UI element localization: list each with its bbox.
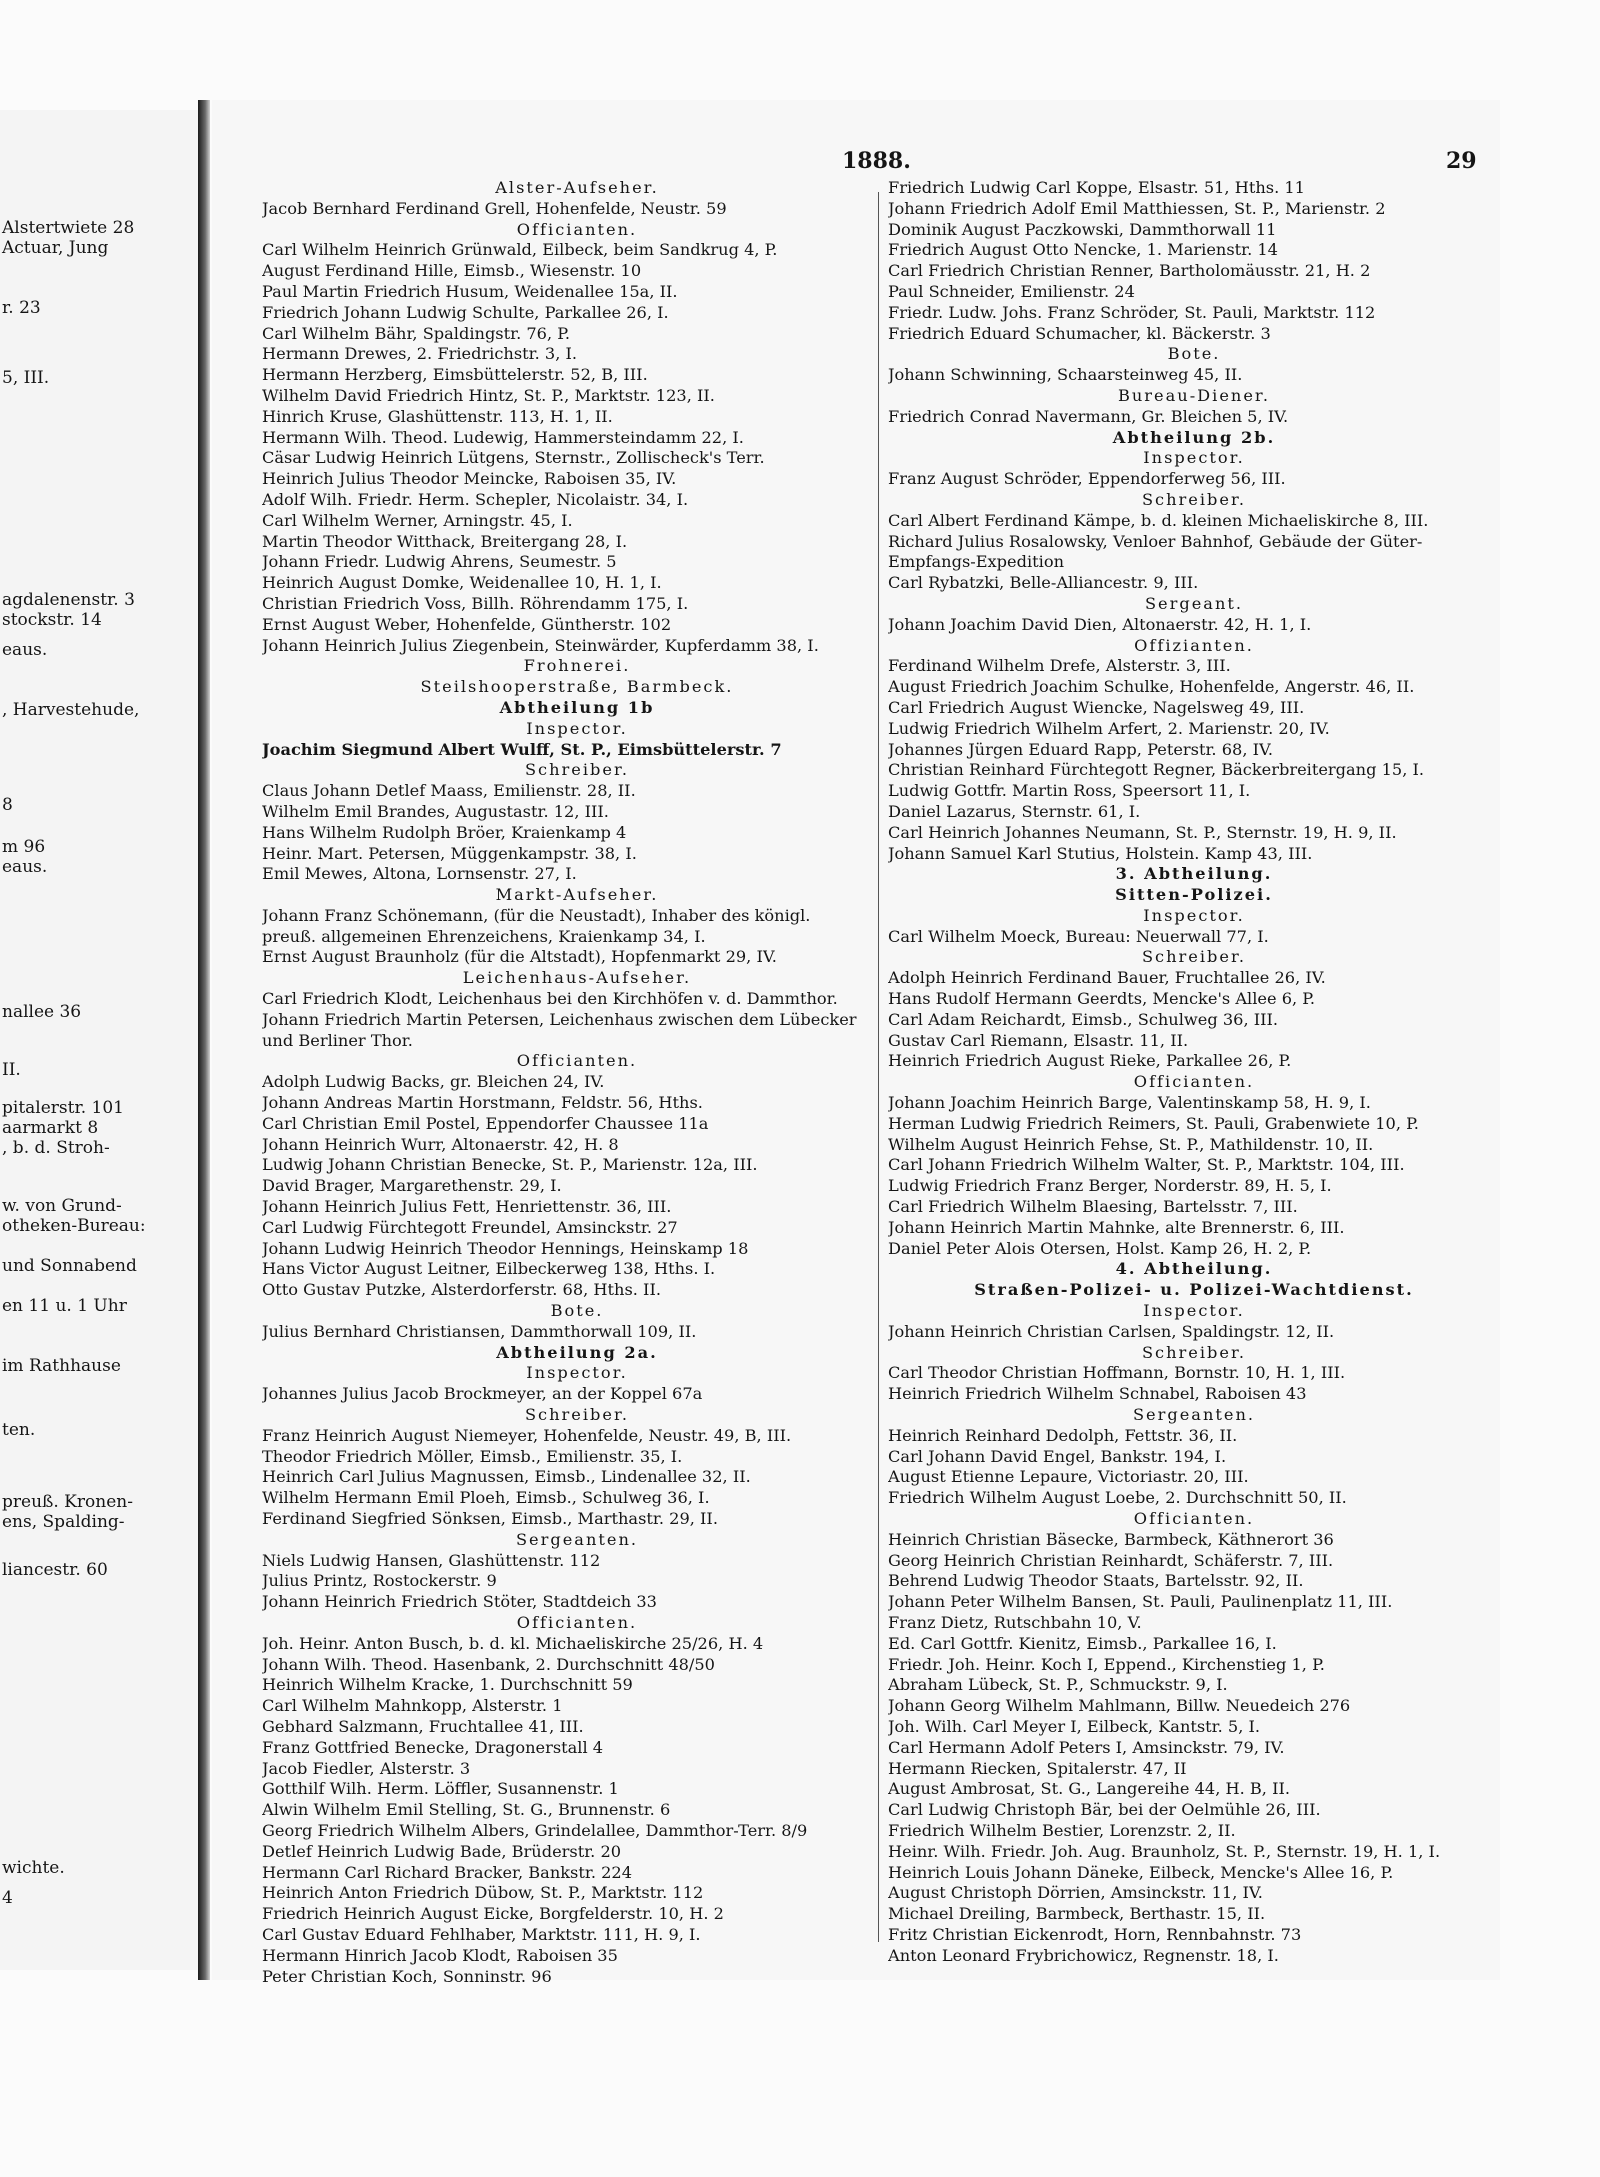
directory-entry: Johann Samuel Karl Stutius, Holstein. Kamp 43, III. bbox=[888, 843, 1313, 863]
left-page-text: nallee 36 bbox=[2, 1002, 82, 1022]
directory-entry: Alwin Wilhelm Emil Stelling, St. G., Brunnenstr. 6 bbox=[262, 1800, 671, 1820]
section-heading: Schreiber. bbox=[1141, 947, 1247, 967]
section-heading: Officianten. bbox=[1133, 1509, 1255, 1528]
directory-entry: Ludwig Friedrich Wilhelm Arfert, 2. Marienstr. 20, IV. bbox=[888, 718, 1330, 738]
directory-entry: Carl Friedrich August Wiencke, Nagelsweg 49, III. bbox=[888, 697, 1305, 717]
section-heading: Markt-Aufseher. bbox=[495, 885, 659, 905]
directory-entry: Ferdinand Siegfried Sönksen, Eimsb., Marthastr. 29, II. bbox=[262, 1509, 718, 1528]
directory-entry: Heinrich Friedrich August Rieke, Parkallee 26, P. bbox=[888, 1051, 1292, 1071]
directory-entry: Hans Wilhelm Rudolph Bröer, Kraienkamp 4 bbox=[262, 822, 627, 842]
directory-entry: Martin Theodor Witthack, Breitergang 28, I. bbox=[262, 531, 628, 551]
directory-entry: Heinrich Christian Bäsecke, Barmbeck, Käthnerort 36 bbox=[888, 1529, 1334, 1549]
directory-entry: Emil Mewes, Altona, Lornsenstr. 27, I. bbox=[262, 864, 577, 884]
directory-entry: Theodor Friedrich Möller, Eimsb., Emilienstr. 35, I. bbox=[262, 1446, 683, 1466]
left-page-text: , b. d. Stroh- bbox=[2, 1138, 110, 1158]
directory-entry: Adolph Ludwig Backs, gr. Bleichen 24, IV. bbox=[262, 1072, 605, 1092]
left-page-text: otheken-Bureau: bbox=[2, 1216, 146, 1236]
directory-entry: Johannes Julius Jacob Brockmeyer, an der Koppel 67a bbox=[262, 1384, 703, 1404]
directory-entry: Heinrich Friedrich Wilhelm Schnabel, Raboisen 43 bbox=[888, 1384, 1307, 1404]
directory-entry: Heinrich August Domke, Weidenallee 10, H. 1, I. bbox=[262, 573, 662, 593]
directory-entry: Carl Wilhelm Mahnkopp, Alsterstr. 1 bbox=[262, 1696, 563, 1716]
directory-entry: Heinr. Mart. Petersen, Müggenkampstr. 38, I. bbox=[262, 843, 637, 863]
left-page-text: stockstr. 14 bbox=[2, 610, 102, 630]
directory-entry: Gebhard Salzmann, Fruchtallee 41, III. bbox=[262, 1716, 584, 1736]
directory-entry: Friedrich Eduard Schumacher, kl. Bäckerstr. 3 bbox=[888, 323, 1271, 343]
section-heading: Frohnerei. bbox=[523, 656, 631, 676]
directory-entry: Claus Johann Detlef Maass, Emilienstr. 28, II. bbox=[262, 781, 636, 801]
directory-entry: Adolph Heinrich Ferdinand Bauer, Fruchtallee 26, IV. bbox=[888, 968, 1326, 988]
directory-entry: Carl Wilhelm Heinrich Grünwald, Eilbeck, beim Sandkrug 4, P. bbox=[262, 240, 778, 260]
directory-entry: Johann Andreas Martin Horstmann, Feldstr. 56, Hths. bbox=[262, 1093, 703, 1113]
directory-entry: Franz August Schröder, Eppendorferweg 56, III. bbox=[888, 469, 1286, 489]
directory-entry: Herman Ludwig Friedrich Reimers, St. Pauli, Grabenwiete 10, P. bbox=[888, 1113, 1419, 1133]
section-heading: Officianten. bbox=[516, 1612, 638, 1632]
left-page-text: eaus. bbox=[2, 857, 48, 877]
left-page-text: Actuar, Jung bbox=[2, 238, 109, 258]
left-page-text: ten. bbox=[2, 1420, 36, 1440]
directory-entry: Friedrich Wilhelm Bestier, Lorenzstr. 2, II. bbox=[888, 1820, 1236, 1840]
directory-entry: Heinrich Carl Julius Magnussen, Eimsb., Lindenallee 32, II. bbox=[262, 1467, 751, 1487]
directory-entry: Christian Reinhard Fürchtegott Regner, Bäckerbreitergang 15, I. bbox=[888, 760, 1425, 780]
directory-entry: Behrend Ludwig Theodor Staats, Bartelsstr. 92, II. bbox=[888, 1571, 1304, 1591]
directory-entry: Johann Peter Wilhelm Bansen, St. Pauli, Paulinenplatz 11, III. bbox=[888, 1592, 1393, 1612]
directory-entry: Ferdinand Wilhelm Drefe, Alsterstr. 3, III. bbox=[888, 656, 1231, 676]
directory-entry: Joachim Siegmund Albert Wulff, St. P., Eimsbüttelerstr. 7 bbox=[262, 739, 782, 759]
department-heading: Abtheilung 1b bbox=[499, 697, 655, 717]
directory-entry: Johann Heinrich Julius Ziegenbein, Steinwärder, Kupferdamm 38, I. bbox=[262, 635, 819, 655]
directory-entry: Johann Joachim Heinrich Barge, Valentinskamp 58, H. 9, I. bbox=[888, 1093, 1371, 1113]
department-heading: Straßen-Polizei- u. Polizei-Wachtdienst. bbox=[974, 1280, 1414, 1300]
left-page-text: , Harvestehude, bbox=[2, 700, 140, 720]
section-heading: Inspector. bbox=[1143, 905, 1245, 925]
directory-entry: Carl Johann Friedrich Wilhelm Walter, St. P., Marktstr. 104, III. bbox=[888, 1155, 1405, 1175]
directory-entry: Carl Johann David Engel, Bankstr. 194, I. bbox=[888, 1446, 1227, 1466]
left-page-text: 5, III. bbox=[2, 368, 50, 388]
directory-entry: Friedr. Joh. Heinr. Koch I, Eppend., Kirchenstieg 1, P. bbox=[888, 1654, 1325, 1674]
directory-entry: Wilhelm Hermann Emil Ploeh, Eimsb., Schulweg 36, I. bbox=[262, 1488, 710, 1508]
directory-entry: Ernst August Braunholz (für die Altstadt), Hopfenmarkt 29, IV. bbox=[262, 947, 777, 967]
directory-entry: Friedrich Ludwig Carl Koppe, Elsastr. 51, Hths. 11 bbox=[888, 178, 1305, 197]
directory-entry: Carl Friedrich Wilhelm Blaesing, Bartelsstr. 7, III. bbox=[888, 1197, 1298, 1217]
directory-entry: Hans Victor August Leitner, Eilbeckerweg 138, Hths. I. bbox=[262, 1259, 716, 1279]
directory-entry: Heinrich Louis Johann Däneke, Eilbeck, Mencke's Allee 16, P. bbox=[888, 1862, 1394, 1882]
directory-entry: Abraham Lübeck, St. P., Schmuckstr. 9, I. bbox=[888, 1675, 1228, 1695]
directory-entry: und Berliner Thor. bbox=[262, 1030, 413, 1050]
directory-entry: August Ferdinand Hille, Eimsb., Wiesenstr. 10 bbox=[262, 261, 642, 281]
directory-entry: Joh. Heinr. Anton Busch, b. d. kl. Michaeliskirche 25/26, H. 4 bbox=[262, 1633, 764, 1653]
column-left bbox=[262, 178, 892, 1987]
directory-entry: Daniel Peter Alois Otersen, Holst. Kamp 26, H. 2, P. bbox=[888, 1238, 1312, 1258]
department-heading: Abtheilung 2b. bbox=[1112, 427, 1276, 447]
directory-entry: Johann Georg Wilhelm Mahlmann, Billw. Neuedeich 276 bbox=[888, 1696, 1351, 1716]
directory-entry: Heinrich Julius Theodor Meincke, Raboisen 35, IV. bbox=[262, 469, 677, 489]
directory-entry: Carl Ludwig Christoph Bär, bei der Oelmühle 26, III. bbox=[888, 1800, 1321, 1820]
directory-entry: Franz Gottfried Benecke, Dragonerstall 4 bbox=[262, 1737, 604, 1757]
directory-entry: Johann Friedr. Ludwig Ahrens, Seumestr. 5 bbox=[262, 552, 617, 572]
left-page-fragment bbox=[0, 110, 198, 1970]
directory-entry: Friedrich Heinrich August Eicke, Borgfelderstr. 10, H. 2 bbox=[262, 1904, 724, 1924]
directory-entry: Carl Ludwig Fürchtegott Freundel, Amsinckstr. 27 bbox=[262, 1217, 678, 1237]
section-heading: Bureau-Diener. bbox=[1117, 385, 1271, 405]
directory-entry: Johann Franz Schönemann, (für die Neustadt), Inhaber des königl. bbox=[262, 905, 811, 925]
left-page-text: agdalenenstr. 3 bbox=[2, 590, 135, 610]
section-heading: Leichenhaus-Aufseher. bbox=[462, 968, 692, 988]
section-heading: Sergeanten. bbox=[1132, 1405, 1256, 1425]
directory-entry: Hermann Drewes, 2. Friedrichstr. 3, I. bbox=[262, 344, 578, 364]
directory-entry: Hermann Wilh. Theod. Ludewig, Hammersteindamm 22, I. bbox=[262, 427, 744, 447]
section-heading: Inspector. bbox=[1143, 448, 1245, 468]
directory-entry: Hermann Hinrich Jacob Klodt, Raboisen 35 bbox=[262, 1945, 618, 1965]
directory-entry: Daniel Lazarus, Sternstr. 61, I. bbox=[888, 801, 1141, 821]
left-page-text: r. 23 bbox=[2, 298, 41, 318]
directory-entry: Joh. Wilh. Carl Meyer I, Eilbeck, Kantstr. 5, I. bbox=[888, 1716, 1261, 1736]
directory-entry: August Christoph Dörrien, Amsinckstr. 11, IV. bbox=[888, 1883, 1263, 1903]
directory-entry: Michael Dreiling, Barmbeck, Berthastr. 15, II. bbox=[888, 1904, 1266, 1924]
directory-entry: Adolf Wilh. Friedr. Herm. Schepler, Nicolaistr. 34, I. bbox=[262, 489, 689, 509]
directory-entry: Friedr. Ludw. Johs. Franz Schröder, St. Pauli, Marktstr. 112 bbox=[888, 302, 1376, 322]
directory-entry: Ludwig Gottfr. Martin Ross, Speersort 11, I. bbox=[888, 781, 1251, 801]
directory-entry: Johann Wilh. Theod. Hasenbank, 2. Durchschnitt 48/50 bbox=[262, 1654, 715, 1674]
section-heading: Alster-Aufseher. bbox=[495, 178, 659, 197]
directory-entry: Gotthilf Wilh. Herm. Löffler, Susannenstr. 1 bbox=[262, 1779, 619, 1799]
directory-entry: Otto Gustav Putzke, Alsterdorferstr. 68, Hths. II. bbox=[262, 1280, 661, 1300]
directory-entry: Peter Christian Koch, Sonninstr. 96 bbox=[262, 1966, 552, 1986]
directory-entry: Carl Friedrich Klodt, Leichenhaus bei den Kirchhöfen v. d. Dammthor. bbox=[262, 989, 838, 1009]
left-page-text: pitalerstr. 101 bbox=[2, 1098, 124, 1118]
directory-entry: Julius Bernhard Christiansen, Dammthorwall 109, II. bbox=[262, 1321, 697, 1341]
directory-entry: Empfangs-Expedition bbox=[888, 552, 1065, 572]
directory-entry: Johann Heinrich Friedrich Stöter, Stadtdeich 33 bbox=[262, 1592, 657, 1612]
directory-entry: Paul Schneider, Emilienstr. 24 bbox=[888, 281, 1135, 301]
directory-entry: Fritz Christian Eickenrodt, Horn, Rennbahnstr. 73 bbox=[888, 1924, 1302, 1944]
section-heading: Officianten. bbox=[1133, 1072, 1255, 1092]
directory-entry: Julius Printz, Rostockerstr. 9 bbox=[262, 1571, 497, 1591]
directory-entry: Johann Heinrich Julius Fett, Henriettenstr. 36, III. bbox=[262, 1197, 672, 1217]
directory-entry: David Brager, Margarethenstr. 29, I. bbox=[262, 1176, 562, 1196]
left-page-text: wichte. bbox=[2, 1858, 65, 1878]
left-page-text: preuß. Kronen- bbox=[2, 1492, 133, 1512]
directory-entry: Johann Ludwig Heinrich Theodor Hennings, Heinskamp 18 bbox=[262, 1238, 749, 1258]
directory-entry: Heinr. Wilh. Friedr. Joh. Aug. Braunholz, St. P., Sternstr. 19, H. 1, I. bbox=[888, 1841, 1441, 1861]
directory-entry: Heinrich Anton Friedrich Dübow, St. P., Marktstr. 112 bbox=[262, 1883, 704, 1903]
directory-entry: Georg Friedrich Wilhelm Albers, Grindelallee, Dammthor-Terr. 8/9 bbox=[262, 1820, 808, 1840]
left-page-text: m 96 bbox=[2, 837, 46, 857]
left-page-text: II. bbox=[2, 1060, 21, 1080]
directory-entry: Franz Dietz, Rutschbahn 10, V. bbox=[888, 1612, 1142, 1632]
directory-entry: Ernst August Weber, Hohenfelde, Güntherstr. 102 bbox=[262, 614, 672, 634]
directory-entry: Hans Rudolf Hermann Geerdts, Mencke's Allee 6, P. bbox=[888, 989, 1316, 1009]
section-heading: Schreiber. bbox=[524, 760, 630, 780]
directory-entry: August Etienne Lepaure, Victoriastr. 20, III. bbox=[888, 1467, 1249, 1487]
directory-entry: Carl Theodor Christian Hoffmann, Bornstr. 10, H. 1, III. bbox=[888, 1363, 1346, 1383]
section-heading: Schreiber. bbox=[1141, 489, 1247, 509]
left-page-text: 4 bbox=[2, 1888, 13, 1908]
directory-entry: Johann Schwinning, Schaarsteinweg 45, II. bbox=[888, 365, 1243, 385]
left-page-text: 8 bbox=[2, 795, 13, 815]
directory-entry: Carl Wilhelm Moeck, Bureau: Neuerwall 77, I. bbox=[888, 926, 1269, 946]
left-page-text: w. von Grund- bbox=[2, 1196, 122, 1216]
directory-entry: Franz Heinrich August Niemeyer, Hohenfelde, Neustr. 49, B, III. bbox=[262, 1425, 792, 1445]
section-heading: Officianten. bbox=[516, 1051, 638, 1071]
directory-entry: Dominik August Paczkowski, Dammthorwall 11 bbox=[888, 219, 1277, 239]
book-spine bbox=[198, 100, 210, 1980]
department-heading: Sitten-Polizei. bbox=[1115, 885, 1273, 905]
left-page-text: eaus. bbox=[2, 640, 48, 660]
left-page-text: und Sonnabend bbox=[2, 1256, 137, 1276]
directory-entry: Jacob Bernhard Ferdinand Grell, Hohenfelde, Neustr. 59 bbox=[262, 198, 727, 218]
directory-entry: Friedrich Johann Ludwig Schulte, Parkallee 26, I. bbox=[262, 302, 669, 322]
left-page-text: en 11 u. 1 Uhr bbox=[2, 1296, 127, 1316]
directory-entry: Christian Friedrich Voss, Billh. Röhrendamm 175, I. bbox=[262, 593, 689, 613]
directory-entry: Hermann Carl Richard Bracker, Bankstr. 224 bbox=[262, 1862, 633, 1882]
directory-entry: Gustav Carl Riemann, Elsastr. 11, II. bbox=[888, 1030, 1189, 1050]
directory-entry: Carl Friedrich Christian Renner, Bartholomäusstr. 21, H. 2 bbox=[888, 261, 1371, 281]
column-divider bbox=[878, 192, 879, 1942]
directory-entry: Johann Friedrich Martin Petersen, Leichenhaus zwischen dem Lübecker bbox=[262, 1009, 857, 1029]
directory-entry: Heinrich Reinhard Dedolph, Fettstr. 36, II. bbox=[888, 1425, 1238, 1445]
section-heading: Schreiber. bbox=[1141, 1342, 1247, 1362]
department-heading: 3. Abtheilung. bbox=[1115, 864, 1273, 884]
directory-entry: Wilhelm Emil Brandes, Augustastr. 12, III. bbox=[262, 801, 609, 821]
address-line: Steilshooperstraße, Barmbeck. bbox=[420, 677, 734, 697]
left-page-text: im Rathhause bbox=[2, 1356, 121, 1376]
section-heading: Inspector. bbox=[1143, 1301, 1245, 1321]
directory-entry: Hermann Herzberg, Eimsbüttelerstr. 52, B, III. bbox=[262, 365, 648, 385]
directory-entry: Johannes Jürgen Eduard Rapp, Peterstr. 68, IV. bbox=[888, 739, 1274, 759]
header-year: 1888. bbox=[842, 148, 911, 174]
directory-entry: Heinrich Wilhelm Kracke, 1. Durchschnitt 59 bbox=[262, 1675, 633, 1695]
left-page-text: liancestr. 60 bbox=[2, 1560, 108, 1580]
department-heading: 4. Abtheilung. bbox=[1115, 1259, 1273, 1279]
directory-entry: August Friedrich Joachim Schulke, Hohenfelde, Angerstr. 46, II. bbox=[888, 677, 1415, 697]
directory-entry: Jacob Fiedler, Alsterstr. 3 bbox=[262, 1758, 471, 1778]
section-heading: Sergeant. bbox=[1144, 593, 1244, 613]
directory-entry: Hinrich Kruse, Glashüttenstr. 113, H. 1, II. bbox=[262, 406, 613, 426]
directory-entry: Carl Christian Emil Postel, Eppendorfer Chaussee 11a bbox=[262, 1113, 709, 1133]
directory-entry: Detlef Heinrich Ludwig Bade, Brüderstr. 20 bbox=[262, 1841, 622, 1861]
directory-entry: August Ambrosat, St. G., Langereihe 44, H. B, II. bbox=[888, 1779, 1291, 1799]
directory-entry: Carl Adam Reichardt, Eimsb., Schulweg 36, III. bbox=[888, 1009, 1279, 1029]
directory-entry: Wilhelm David Friedrich Hintz, St. P., Marktstr. 123, II. bbox=[262, 385, 715, 405]
directory-entry: Richard Julius Rosalowsky, Venloer Bahnhof, Gebäude der Güter- bbox=[888, 531, 1423, 551]
left-page-text: aarmarkt 8 bbox=[2, 1118, 99, 1138]
directory-entry: Carl Rybatzki, Belle-Alliancestr. 9, III. bbox=[888, 573, 1199, 593]
directory-entry: Johann Joachim David Dien, Altonaerstr. 42, H. 1, I. bbox=[888, 614, 1312, 634]
left-page-text: ens, Spalding- bbox=[2, 1512, 125, 1532]
section-heading: Schreiber. bbox=[524, 1405, 630, 1425]
directory-entry: Wilhelm August Heinrich Fehse, St. P., Mathildenstr. 10, II. bbox=[888, 1134, 1374, 1154]
directory-entry: Carl Hermann Adolf Peters I, Amsinckstr. 79, IV. bbox=[888, 1737, 1285, 1757]
column-right bbox=[888, 178, 1500, 1967]
directory-entry: Ed. Carl Gottfr. Kienitz, Eimsb., Parkallee 16, I. bbox=[888, 1633, 1277, 1653]
section-heading: Officianten. bbox=[516, 219, 638, 239]
section-heading: Offizianten. bbox=[1134, 635, 1254, 655]
directory-entry: Friedrich Wilhelm August Loebe, 2. Durchschnitt 50, II. bbox=[888, 1488, 1347, 1508]
directory-entry: Georg Heinrich Christian Reinhardt, Schäferstr. 7, III. bbox=[888, 1550, 1334, 1570]
page-number: 29 bbox=[1446, 148, 1477, 174]
directory-entry: Johann Friedrich Adolf Emil Matthiessen, St. P., Marienstr. 2 bbox=[888, 198, 1386, 218]
section-heading: Sergeanten. bbox=[515, 1529, 639, 1549]
directory-entry: Ludwig Friedrich Franz Berger, Norderstr. 89, H. 5, I. bbox=[888, 1176, 1332, 1196]
directory-entry: Friedrich Conrad Navermann, Gr. Bleichen 5, IV. bbox=[888, 406, 1289, 426]
directory-entry: Ludwig Johann Christian Benecke, St. P., Marienstr. 12a, III. bbox=[262, 1155, 758, 1175]
directory-entry: Johann Heinrich Martin Mahnke, alte Brennerstr. 6, III. bbox=[888, 1217, 1345, 1237]
section-heading: Inspector. bbox=[526, 718, 628, 738]
section-heading: Bote. bbox=[1167, 344, 1221, 364]
directory-entry: Hermann Riecken, Spitalerstr. 47, II bbox=[888, 1758, 1187, 1778]
directory-entry: Carl Albert Ferdinand Kämpe, b. d. kleinen Michaeliskirche 8, III. bbox=[888, 510, 1429, 530]
directory-entry: Johann Heinrich Wurr, Altonaerstr. 42, H. 8 bbox=[262, 1134, 619, 1154]
directory-entry: Friedrich August Otto Nencke, 1. Marienstr. 14 bbox=[888, 240, 1278, 260]
section-heading: Inspector. bbox=[526, 1363, 628, 1383]
directory-entry: Cäsar Ludwig Heinrich Lütgens, Sternstr., Zollischeck's Terr. bbox=[262, 448, 765, 468]
directory-entry: Carl Wilhelm Werner, Arningstr. 45, I. bbox=[262, 510, 573, 530]
directory-entry: Niels Ludwig Hansen, Glashüttenstr. 112 bbox=[262, 1550, 601, 1570]
department-heading: Abtheilung 2a. bbox=[496, 1342, 658, 1362]
directory-entry: Johann Heinrich Christian Carlsen, Spaldingstr. 12, II. bbox=[888, 1321, 1335, 1341]
directory-entry: Paul Martin Friedrich Husum, Weidenallee 15a, II. bbox=[262, 281, 678, 301]
directory-entry: preuß. allgemeinen Ehrenzeichens, Kraienkamp 34, I. bbox=[262, 926, 706, 946]
directory-entry: Carl Wilhelm Bähr, Spaldingstr. 76, P. bbox=[262, 323, 571, 343]
directory-entry: Carl Heinrich Johannes Neumann, St. P., Sternstr. 19, H. 9, II. bbox=[888, 822, 1397, 842]
section-heading: Bote. bbox=[550, 1301, 604, 1321]
directory-entry: Carl Gustav Eduard Fehlhaber, Marktstr. 111, H. 9, I. bbox=[262, 1924, 701, 1944]
directory-entry: Anton Leonard Frybrichowicz, Regnenstr. 18, I. bbox=[888, 1945, 1279, 1965]
left-page-text: Alstertwiete 28 bbox=[2, 218, 135, 238]
